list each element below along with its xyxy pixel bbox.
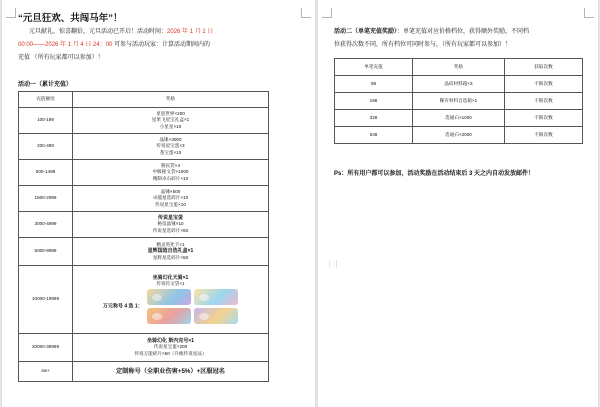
reward-item: 星思世界×200	[156, 111, 185, 117]
single-amount: 648	[335, 127, 413, 144]
table-row	[19, 108, 269, 134]
reward-item: 秘技晶锤×10	[157, 221, 184, 227]
title-image	[147, 289, 191, 305]
recharge-range: 200-499	[19, 134, 73, 160]
intro-text: 可参与活动玩家：计算活动期间内的	[112, 42, 211, 48]
reward-cell	[73, 266, 269, 334]
reward-item: 定制称号（全职业伤害+5%）+区服冠名	[116, 367, 225, 375]
title-choice-block	[73, 289, 268, 324]
reward-item: 传说星宝蛋	[157, 215, 183, 222]
recharge-range: 100-199	[19, 108, 73, 134]
table-row	[19, 362, 269, 382]
table-header-row	[19, 92, 269, 108]
reward-item: 坐骑幻化 斯内克号×1	[146, 338, 195, 345]
times-cell: 不限次数	[505, 76, 583, 93]
title-image	[194, 308, 238, 324]
times-cell: 不限次数	[505, 93, 583, 110]
table-row	[19, 186, 269, 212]
reward-item: 晶锤×500	[160, 189, 181, 195]
margin-mark	[584, 8, 594, 18]
reward-item: 精制卓石碎片×10	[152, 175, 189, 181]
ps-note: Ps：所有用户都可以参加，活动奖励在活动结束后 3 天之内自动发放邮件！	[334, 171, 535, 177]
recharge-range: 3000-4999	[19, 212, 73, 238]
title-image	[147, 308, 191, 324]
recharge-range: 500-1499	[19, 160, 73, 186]
recharge-range: 4w+	[19, 362, 73, 382]
single-amount: 98	[335, 76, 413, 93]
column-header: 充值额度	[19, 92, 73, 108]
reward-item: 卓越星选碎片×10	[152, 195, 189, 201]
column-header: 奖励	[73, 92, 269, 108]
page-title: “元旦狂欢、共闯马年”！	[18, 13, 123, 24]
event-date-start: 2026 年 1 月 1 日	[167, 29, 214, 35]
reward-item: 中级秘文袋×1000	[152, 169, 189, 175]
intro-paragraph	[18, 26, 303, 65]
reward-item: 传说万能碎片×50（升级传说星品）	[134, 350, 207, 356]
document-page-2	[318, 0, 598, 407]
title-choice-label: 万元称号 4 选 1：	[102, 303, 143, 310]
reward-item: 移民袋×4	[160, 163, 181, 169]
reward-cell	[73, 238, 269, 266]
margin-mark	[6, 8, 16, 18]
table-row	[19, 238, 269, 266]
intro-paragraph	[334, 26, 584, 52]
times-cell: 不限次数	[505, 127, 583, 144]
table-row	[335, 93, 583, 110]
table-row	[335, 76, 583, 93]
reward-cell: 晶砖材料箱×3	[413, 76, 505, 93]
reward-cell	[73, 334, 269, 362]
single-amount: 198	[335, 93, 413, 110]
reward-item: 晶锤×3000	[159, 137, 182, 143]
times-cell: 不限次数	[505, 110, 583, 127]
margin-mark	[322, 8, 332, 18]
reward-cell: 稀有材料自选箱×1	[413, 93, 505, 110]
table-row	[19, 334, 269, 362]
table-row	[335, 127, 583, 144]
reward-cell	[73, 134, 269, 160]
reward-cell	[73, 108, 269, 134]
title-image-grid	[147, 289, 238, 324]
reward-item: 传说符文袋×1	[156, 281, 185, 286]
reward-cell	[73, 362, 269, 382]
reward-cell	[73, 186, 269, 212]
reward-item: 坐骑幻化天骑×1	[152, 274, 189, 281]
cumulative-recharge-table	[18, 91, 269, 382]
reward-item: 星辉国造自选礼盒×1	[147, 248, 194, 255]
drag-handle[interactable]: ⋮⋮	[326, 261, 340, 268]
table-row	[19, 212, 269, 238]
reward-item: 传说星宝蛋×3	[156, 143, 185, 149]
reward-item: 苍宝蛋×10	[159, 149, 182, 155]
column-header: 奖励	[413, 59, 505, 76]
reward-cell: 选通石×2000	[413, 127, 505, 144]
reward-item: 传说星宝蛋×10	[155, 201, 186, 207]
table-row	[19, 160, 269, 186]
table-row	[335, 110, 583, 127]
section-heading: 活动二（单笔充值奖励）	[334, 29, 398, 35]
intro-text: 充值 （所有玩家都可以参加）！	[18, 55, 104, 61]
single-amount: 328	[335, 110, 413, 127]
section-heading: 活动一（累计充值）	[18, 82, 73, 88]
intro-text: ：单笔充值对应价格档位，获得额外奖励，不同档	[397, 29, 530, 35]
recharge-range: 1500-2999	[19, 186, 73, 212]
title-image	[194, 289, 238, 305]
recharge-range: 10000-19999	[19, 266, 73, 334]
reward-cell: 选通石×1000	[413, 110, 505, 127]
table-header-row	[335, 59, 583, 76]
recharge-range: 5000-9999	[19, 238, 73, 266]
reward-cell	[73, 160, 269, 186]
reward-item: 传说星选碎片×50	[152, 227, 189, 233]
reward-item: 小星星×10	[159, 123, 182, 129]
document-page-1	[2, 0, 315, 407]
reward-item: 传说星宝蛋×200	[153, 344, 188, 350]
reward-item: 精灵进化卡×1	[156, 242, 185, 248]
column-header: 获取次数	[505, 59, 583, 76]
reward-cell	[73, 212, 269, 238]
single-recharge-table	[334, 58, 583, 144]
margin-mark	[301, 8, 311, 18]
reward-item: 星辉星选碎片×50	[152, 254, 189, 260]
table-row	[19, 134, 269, 160]
table-row	[19, 266, 269, 334]
intro-text: 元旦献礼，惊喜翻倍，元旦活动已开启！活动时间：	[29, 29, 168, 35]
intro-text: 位获得次数不同，所有档位可同时参与，（所有玩家都可以参加）！	[334, 42, 512, 48]
event-date-range: 00:00——2026 年 1 月 4 日 24：00	[18, 42, 113, 48]
reward-item: 星果飞星宝礼盒×1	[151, 117, 190, 123]
recharge-range: 20000-39999	[19, 334, 73, 362]
column-header: 单笔充值	[335, 59, 413, 76]
